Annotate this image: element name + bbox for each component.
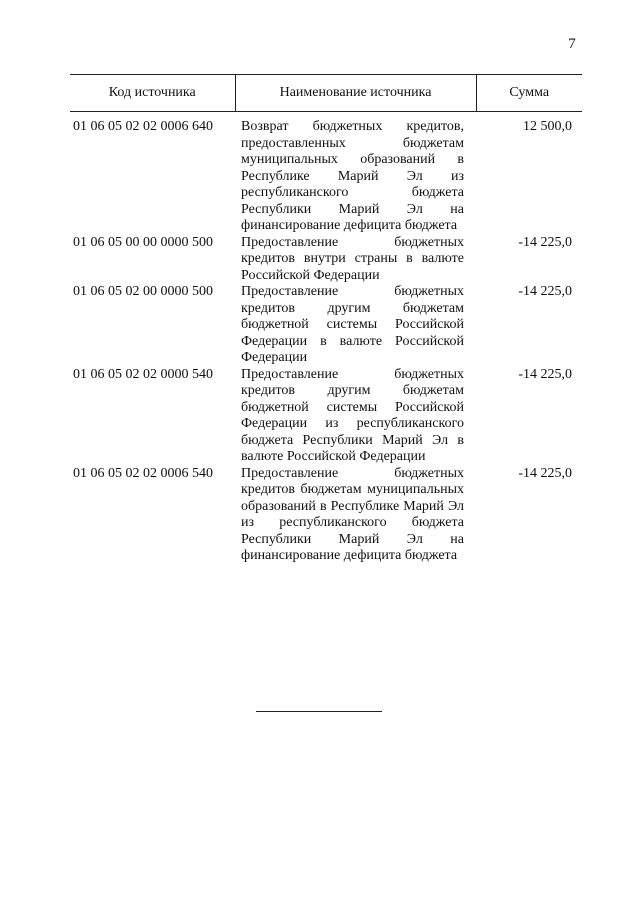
table-row — [70, 367, 582, 466]
page-number: 7 — [568, 36, 576, 52]
row-amount: -14 225,0 — [518, 465, 572, 481]
row-code: 01 06 05 02 02 0006 640 — [73, 119, 213, 134]
table-header-row — [70, 75, 582, 112]
row-name: Предоставление бюджетных кредитов бюджетам муниципальных образований в Республике Марий Эл из республиканского бюджета Республики Марий Эл на финансирование дефицита бюджета — [241, 465, 464, 563]
row-amount: -14 225,0 — [518, 234, 572, 250]
sources-table — [70, 74, 582, 565]
end-of-document-rule — [256, 711, 382, 712]
row-name: Предоставление бюджетных кредитов внутри страны в валюте Российской Федерации — [241, 234, 464, 283]
row-code: 01 06 05 02 02 0006 540 — [73, 465, 213, 481]
table-row — [70, 284, 582, 367]
table-row — [70, 466, 582, 565]
row-code: 01 06 05 00 00 0000 500 — [73, 234, 213, 250]
row-amount: 12 500,0 — [523, 119, 572, 134]
row-amount: -14 225,0 — [518, 366, 572, 382]
table-row — [70, 112, 582, 235]
row-amount: -14 225,0 — [518, 284, 572, 299]
row-code: 01 06 05 02 02 0000 540 — [73, 366, 213, 382]
header-name: Наименование источника — [235, 75, 476, 112]
row-code: 01 06 05 02 00 0000 500 — [73, 284, 213, 299]
header-amount: Сумма — [476, 75, 582, 112]
row-name: Предоставление бюджетных кредитов другим бюджетам бюджетной системы Российской Федерации из республиканского бюджета Республики Марий Эл в валюте Российской Федерации — [241, 366, 464, 464]
row-name: Предоставление бюджетных кредитов другим бюджетам бюджетной системы Российской Федерации в валюте Российской Федерации — [241, 284, 464, 365]
row-name: Возврат бюджетных кредитов, предоставленных бюджетам муниципальных образований в Республике Марий Эл из республиканского бюджета Республики Марий Эл на финансирование дефицита бюджета — [241, 119, 464, 233]
table-row — [70, 235, 582, 285]
header-code: Код источника — [70, 75, 235, 112]
